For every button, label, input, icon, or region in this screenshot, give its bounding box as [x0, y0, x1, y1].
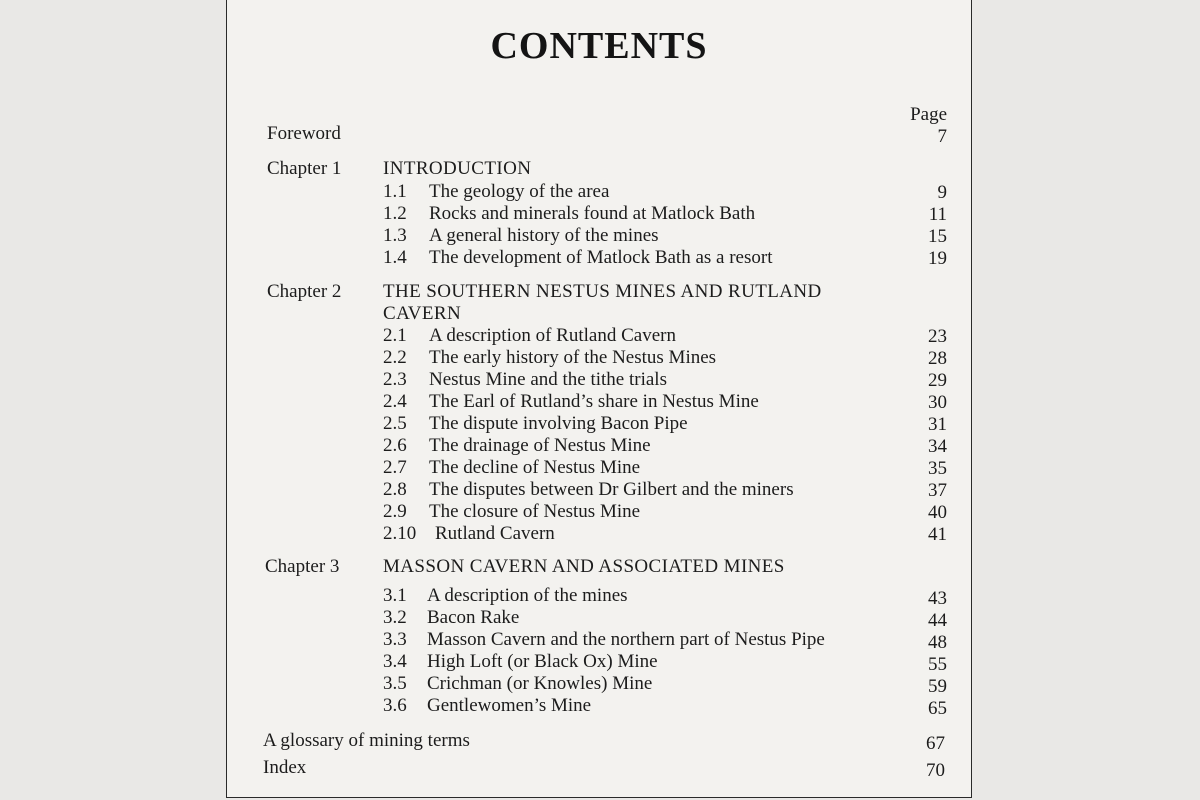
- section-title: The dispute involving Bacon Pipe: [429, 413, 688, 434]
- section-title: Crichman (or Knowles) Mine: [427, 673, 653, 694]
- section-number: 3.2: [383, 607, 407, 628]
- section-page: 28: [928, 348, 947, 369]
- section-page: 37: [928, 480, 947, 501]
- section-number: 2.10: [383, 523, 417, 544]
- section-title: Gentlewomen’s Mine: [427, 695, 592, 716]
- chapter-label: Chapter 1: [267, 158, 342, 179]
- section-page: 40: [928, 502, 947, 523]
- section-page: 9: [937, 182, 947, 203]
- section-title: The development of Matlock Bath as a resort: [429, 247, 773, 268]
- section-title: The early history of the Nestus Mines: [429, 347, 717, 368]
- section-page: 35: [928, 458, 947, 479]
- section-number: 2.7: [383, 457, 407, 478]
- section-number: 2.3: [383, 369, 407, 390]
- contents-page: [226, 0, 972, 798]
- section-number: 1.2: [383, 203, 407, 224]
- section-page: 23: [928, 326, 947, 347]
- section-title: A description of Rutland Cavern: [429, 325, 676, 346]
- section-page: 44: [928, 610, 947, 631]
- section-page: 31: [928, 414, 947, 435]
- section-page: 48: [928, 632, 947, 653]
- section-number: 2.6: [383, 435, 407, 456]
- section-number: 2.2: [383, 347, 407, 368]
- section-number: 3.1: [383, 585, 407, 606]
- section-page: 41: [928, 524, 947, 545]
- page-title: CONTENTS: [490, 25, 708, 67]
- section-title: Nestus Mine and the tithe trials: [429, 369, 667, 390]
- chapter-label: Chapter 3: [265, 556, 340, 577]
- chapter-title: MASSON CAVERN AND ASSOCIATED MINES: [383, 556, 785, 577]
- section-number: 2.1: [383, 325, 407, 346]
- section-title: The decline of Nestus Mine: [429, 457, 641, 478]
- section-title: Rutland Cavern: [435, 523, 555, 544]
- section-title: Rocks and minerals found at Matlock Bath: [429, 203, 756, 224]
- index-label: Index: [263, 757, 307, 778]
- section-number: 3.4: [383, 651, 407, 672]
- section-page: 34: [928, 436, 947, 457]
- section-page: 65: [928, 698, 947, 719]
- section-page: 30: [928, 392, 947, 413]
- section-number: 3.5: [383, 673, 407, 694]
- section-title: A general history of the mines: [429, 225, 659, 246]
- section-title: The Earl of Rutland’s share in Nestus Mine: [429, 391, 759, 412]
- glossary-label: A glossary of mining terms: [263, 730, 470, 751]
- chapter-label: Chapter 2: [267, 281, 342, 302]
- section-page: 55: [928, 654, 947, 675]
- chapter-title: INTRODUCTION: [383, 158, 532, 179]
- section-title: A description of the mines: [427, 585, 628, 606]
- section-title: The drainage of Nestus Mine: [429, 435, 651, 456]
- index-page: 70: [926, 760, 945, 781]
- section-number: 2.4: [383, 391, 407, 412]
- section-page: 15: [928, 226, 947, 247]
- section-page: 59: [928, 676, 947, 697]
- section-number: 1.3: [383, 225, 407, 246]
- section-title: High Loft (or Black Ox) Mine: [427, 651, 658, 672]
- glossary-page: 67: [926, 733, 945, 754]
- section-number: 2.8: [383, 479, 407, 500]
- chapter-title-continuation: CAVERN: [383, 303, 462, 324]
- foreword-page: 7: [937, 126, 947, 147]
- section-page: 19: [928, 248, 947, 269]
- section-number: 1.4: [383, 247, 407, 268]
- section-number: 1.1: [383, 181, 407, 202]
- section-number: 2.9: [383, 501, 407, 522]
- page-column-heading: Page: [910, 104, 947, 125]
- section-page: 11: [928, 204, 947, 225]
- section-number: 3.3: [383, 629, 407, 650]
- foreword-label: Foreword: [267, 123, 341, 144]
- chapter-title: THE SOUTHERN NESTUS MINES AND RUTLAND: [383, 281, 822, 302]
- section-page: 43: [928, 588, 947, 609]
- section-page: 29: [928, 370, 947, 391]
- section-title: The disputes between Dr Gilbert and the miners: [429, 479, 794, 500]
- section-number: 3.6: [383, 695, 407, 716]
- section-number: 2.5: [383, 413, 407, 434]
- section-title: Bacon Rake: [427, 607, 520, 628]
- section-title: The closure of Nestus Mine: [429, 501, 641, 522]
- section-title: Masson Cavern and the northern part of Nestus Pipe: [427, 629, 825, 650]
- section-title: The geology of the area: [429, 181, 610, 202]
